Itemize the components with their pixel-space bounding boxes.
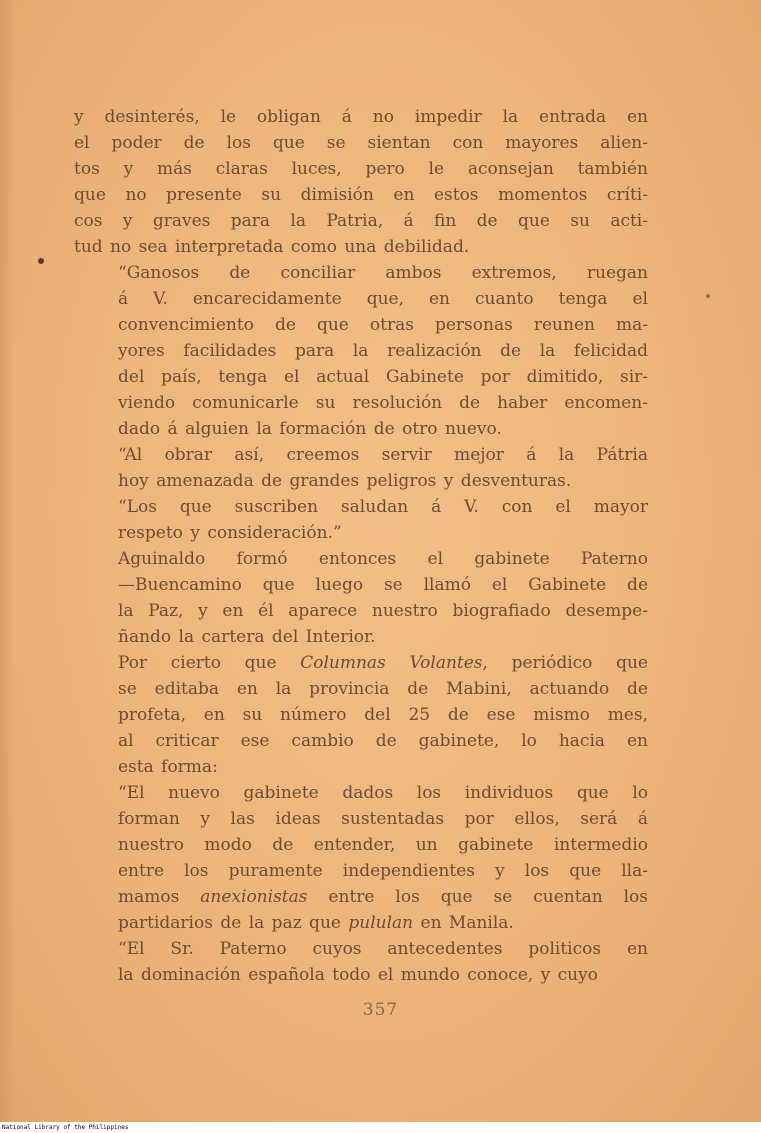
paragraph [74,104,648,260]
text-line [74,208,648,234]
text-run: —Buencamino que luego se llamó el Gabinete de [118,575,648,595]
text-run: en Manila. [413,913,514,933]
page-gutter-shadow [0,0,14,1122]
text-line [74,338,648,364]
text-line [74,650,648,676]
text-line [74,390,648,416]
text-run: del país, tenga el actual Gabinete por dimitido, sir- [118,367,648,387]
text-line [74,182,648,208]
text-line [74,936,648,962]
text-line [74,442,648,468]
page-body-text [74,104,648,988]
text-line [74,468,648,494]
text-run: respeto y consideración.” [118,523,342,543]
text-run: nuestro modo de entender, un gabinete intermedio [118,835,648,855]
text-run: cos y graves para la Patria, á fin de que su acti- [74,211,648,231]
text-line [74,572,648,598]
text-run: forman y las ideas sustentadas por ellos, será á [118,809,648,829]
text-run: Aguinaldo formó entonces el gabinete Paterno [118,549,648,569]
italic-text: anexionistas [200,887,308,907]
text-run: partidarios de la paz que [118,913,349,933]
text-line [74,520,648,546]
paragraph [74,442,648,494]
text-run: el poder de los que se sientan con mayores alien- [74,133,648,153]
text-line [74,676,648,702]
paragraph [74,650,648,780]
text-run: “El nuevo gabinete dados los individuos que lo [118,783,648,803]
text-line [74,832,648,858]
text-line [74,364,648,390]
ink-spot [706,294,710,298]
text-run: tud no sea interpretada como una debilidad. [74,237,470,257]
ink-spot [38,258,44,264]
text-line [74,494,648,520]
text-line [74,130,648,156]
text-run: al criticar ese cambio de gabinete, lo hacia en [118,731,648,751]
text-line [74,286,648,312]
text-line [74,104,648,130]
text-run: la Paz, y en él aparece nuestro biografiado desempe- [118,601,648,621]
text-run: ñando la cartera del Interior. [118,627,376,647]
text-run: entre los puramente independientes y los que lla- [118,861,648,881]
text-line [74,754,648,780]
text-run: se editaba en la provincia de Mabini, actuando de [118,679,648,699]
text-run: que no presente su dimisión en estos momentos críti- [74,185,648,205]
paragraph [74,546,648,650]
text-line [74,858,648,884]
text-line [74,312,648,338]
text-run: entre los que se cuentan los [307,887,648,907]
library-credit: National Library of the Philippines [2,1124,129,1131]
text-line [74,884,648,910]
text-line [74,780,648,806]
text-line [74,234,648,260]
text-run: “Ganosos de conciliar ambos extremos, ruegan [118,263,648,283]
text-run: á V. encarecidamente que, en cuanto tenga el [118,289,648,309]
italic-text: pululan [348,913,414,933]
text-line [74,962,648,988]
text-run: tos y más claras luces, pero le aconsejan también [74,159,648,179]
text-line [74,546,648,572]
text-run: “El Sr. Paterno cuyos antecedentes politicos en [118,939,648,959]
text-line [74,910,648,936]
text-run: dado á alguien la formación de otro nuevo. [118,419,502,439]
text-run: convencimiento de que otras personas reunen ma- [118,315,648,335]
text-run: esta forma: [118,757,218,777]
page-number: 357 [362,1000,399,1020]
text-line [74,416,648,442]
text-run: , periódico que [482,653,648,673]
text-line [74,156,648,182]
text-run: “Al obrar así, creemos servir mejor á la Pátria [118,445,648,465]
paragraph [74,936,648,988]
text-run: hoy amenazada de grandes peligros y desventuras. [118,471,572,491]
text-run: profeta, en su número del 25 de ese mismo mes, [118,705,648,725]
text-run: la dominación española todo el mundo conoce, y cuyo [118,965,598,985]
text-run: mamos [118,887,201,907]
paragraph [74,780,648,936]
text-run: yores facilidades para la realización de la felicidad [118,341,648,361]
text-line [74,598,648,624]
text-line [74,806,648,832]
text-line [74,728,648,754]
text-run: viendo comunicarle su resolución de haber encomen- [118,393,648,413]
text-run: y desinterés, le obligan á no impedir la entrada en [74,107,648,127]
text-line [74,260,648,286]
paragraph [74,494,648,546]
italic-text: Columnas Volantes [300,653,483,673]
text-run: Por cierto que [118,653,301,673]
text-line [74,702,648,728]
paragraph [74,260,648,442]
text-line [74,624,648,650]
text-run: “Los que suscriben saludan á V. con el mayor [118,497,648,517]
